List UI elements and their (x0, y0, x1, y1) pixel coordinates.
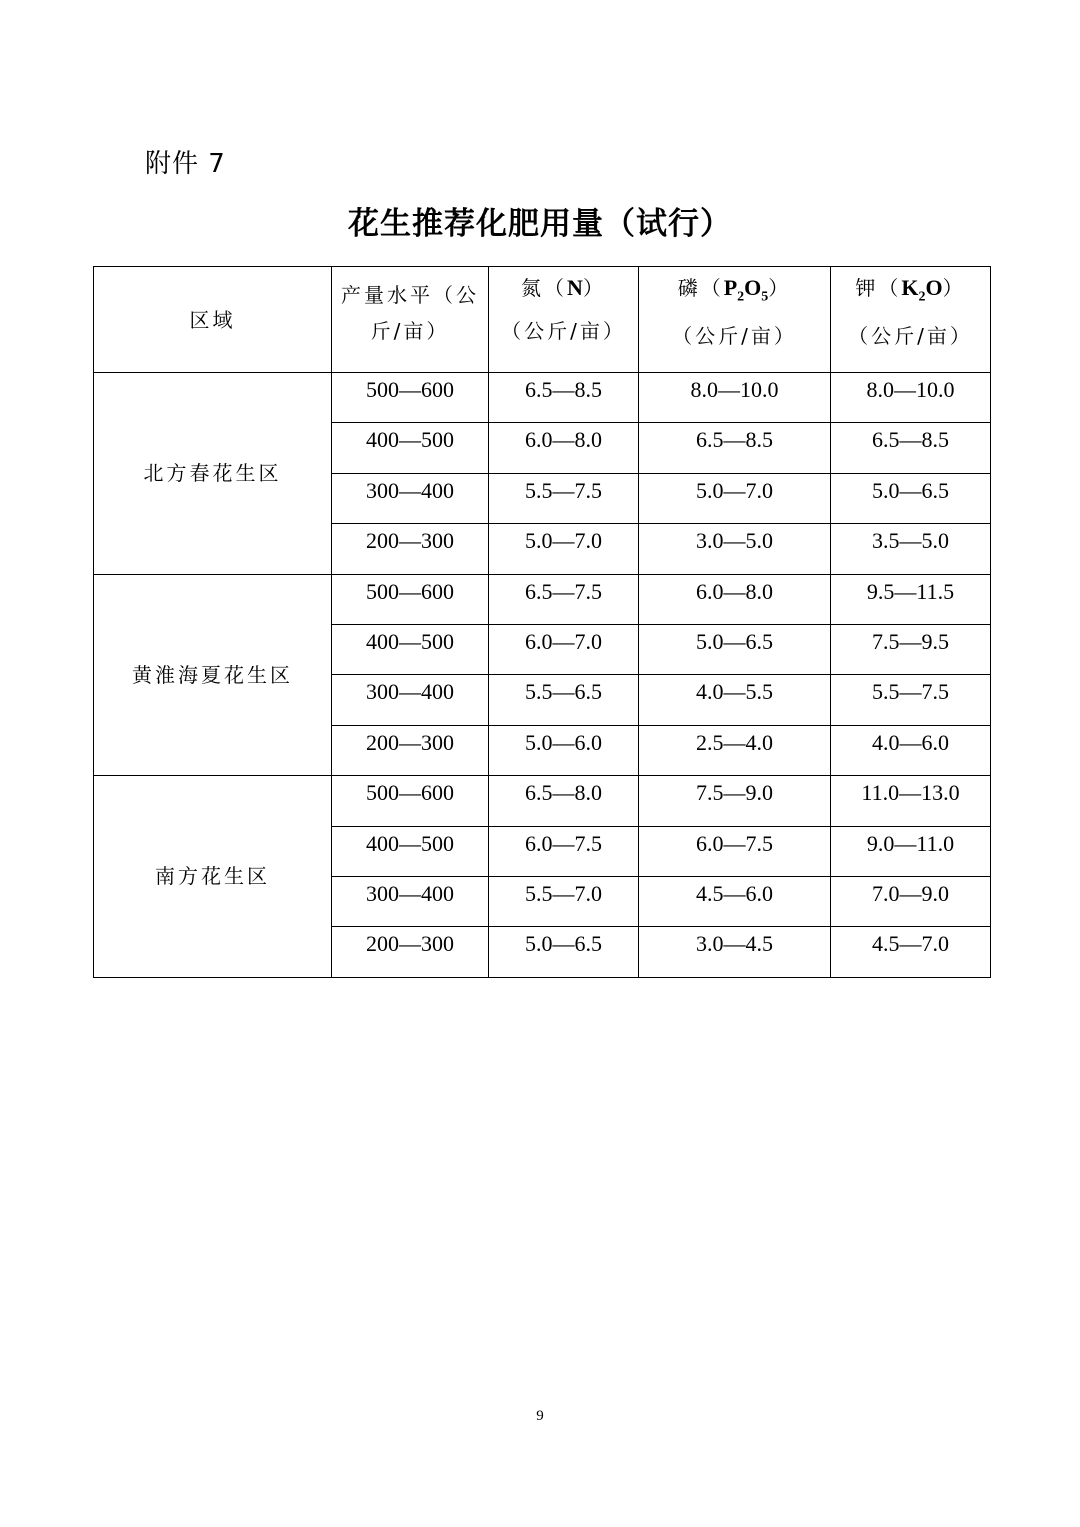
nitrogen-name: 氮 (521, 276, 545, 300)
cell-p: 3.0—5.0 (639, 524, 831, 574)
phosphorus-sub-2: 2 (737, 289, 745, 305)
cell-yield: 300—400 (332, 675, 489, 725)
potassium-sub-2: 2 (918, 289, 926, 305)
cell-p: 6.5—8.5 (639, 423, 831, 473)
cell-n: 5.5—7.0 (489, 876, 639, 926)
potassium-paren-open: （ (878, 276, 902, 300)
region-name: 南方花生区 (155, 864, 270, 889)
phosphorus-formula-o: O (744, 275, 762, 300)
cell-yield: 500—600 (332, 776, 489, 826)
cell-k: 7.5—9.5 (831, 624, 991, 674)
document-title: 花生推荐化肥用量（试行） (348, 206, 732, 242)
cell-k: 8.0—10.0 (831, 373, 991, 423)
region-name: 北方春花生区 (143, 461, 282, 486)
cell-yield: 400—500 (332, 423, 489, 473)
attachment-label: 附件 7 (145, 149, 226, 179)
cell-n: 6.0—8.0 (489, 423, 639, 473)
header-nitrogen-name (489, 277, 638, 299)
table-row (94, 776, 991, 826)
header-nitrogen-unit: （公斤/亩） (501, 319, 626, 343)
cell-yield: 200—300 (332, 725, 489, 775)
cell-yield: 400—500 (332, 624, 489, 674)
cell-p: 3.0—4.5 (639, 927, 831, 977)
cell-k: 6.5—8.5 (831, 423, 991, 473)
cell-p: 2.5—4.0 (639, 725, 831, 775)
cell-n: 6.5—8.0 (489, 776, 639, 826)
cell-n: 5.0—7.0 (489, 524, 639, 574)
cell-n: 6.0—7.0 (489, 624, 639, 674)
cell-p: 4.5—6.0 (639, 876, 831, 926)
cell-k: 5.5—7.5 (831, 675, 991, 725)
phosphorus-paren-close: ） (768, 276, 792, 300)
potassium-name: 钾 (855, 276, 879, 300)
potassium-paren-close: ） (942, 276, 966, 300)
cell-k: 9.0—11.0 (831, 826, 991, 876)
potassium-formula-k: K (901, 275, 919, 300)
cell-yield: 500—600 (332, 574, 489, 624)
cell-k: 4.5—7.0 (831, 927, 991, 977)
cell-n: 5.0—6.0 (489, 725, 639, 775)
table-row (94, 574, 991, 624)
potassium-formula-o: O (925, 275, 943, 300)
cell-k: 4.0—6.0 (831, 725, 991, 775)
header-nitrogen (489, 267, 639, 373)
cell-yield: 300—400 (332, 473, 489, 523)
cell-n: 5.0—6.5 (489, 927, 639, 977)
cell-yield: 200—300 (332, 927, 489, 977)
table-header-row (94, 267, 991, 373)
header-yield-label: 产量水平（公斤/亩） (341, 283, 479, 343)
cell-n: 6.5—8.5 (489, 373, 639, 423)
region-name-cell (94, 574, 332, 776)
header-region (94, 267, 332, 373)
header-phosphorus-name (639, 277, 830, 304)
nitrogen-paren-close: ） (582, 276, 606, 300)
cell-p: 6.0—8.0 (639, 574, 831, 624)
phosphorus-name: 磷 (677, 276, 701, 300)
cell-k: 3.5—5.0 (831, 524, 991, 574)
header-phosphorus (639, 267, 831, 373)
table-row (94, 373, 991, 423)
phosphorus-paren-open: （ (700, 276, 724, 300)
phosphorus-formula-p: P (723, 275, 738, 300)
potassium-formula (901, 275, 943, 305)
cell-n: 5.5—6.5 (489, 675, 639, 725)
cell-yield: 500—600 (332, 373, 489, 423)
header-region-label: 区域 (189, 307, 236, 332)
header-potassium (831, 267, 991, 373)
cell-p: 5.0—7.0 (639, 473, 831, 523)
cell-n: 5.5—7.5 (489, 473, 639, 523)
header-potassium-unit: （公斤/亩） (848, 324, 973, 349)
cell-p: 8.0—10.0 (639, 373, 831, 423)
cell-k: 7.0—9.0 (831, 876, 991, 926)
phosphorus-sub-5: 5 (761, 289, 769, 305)
cell-yield: 300—400 (332, 876, 489, 926)
header-potassium-name (831, 277, 990, 304)
cell-yield: 400—500 (332, 826, 489, 876)
cell-n: 6.0—7.5 (489, 826, 639, 876)
nitrogen-formula: N (567, 275, 583, 300)
region-name-cell (94, 373, 332, 575)
header-phosphorus-unit: （公斤/亩） (672, 324, 797, 349)
header-yield (332, 267, 489, 373)
region-name: 黄淮海夏花生区 (132, 662, 293, 687)
cell-p: 7.5—9.0 (639, 776, 831, 826)
cell-p: 6.0—7.5 (639, 826, 831, 876)
phosphorus-formula (723, 275, 769, 305)
cell-p: 4.0—5.5 (639, 675, 831, 725)
cell-k: 5.0—6.5 (831, 473, 991, 523)
cell-p: 5.0—6.5 (639, 624, 831, 674)
cell-k: 9.5—11.5 (831, 574, 991, 624)
cell-yield: 200—300 (332, 524, 489, 574)
cell-k: 11.0—13.0 (831, 776, 991, 826)
fertilizer-table (93, 266, 991, 978)
region-name-cell (94, 776, 332, 978)
page-number: 9 (536, 1408, 544, 1424)
cell-n: 6.5—7.5 (489, 574, 639, 624)
nitrogen-paren-open: （ (544, 276, 568, 300)
